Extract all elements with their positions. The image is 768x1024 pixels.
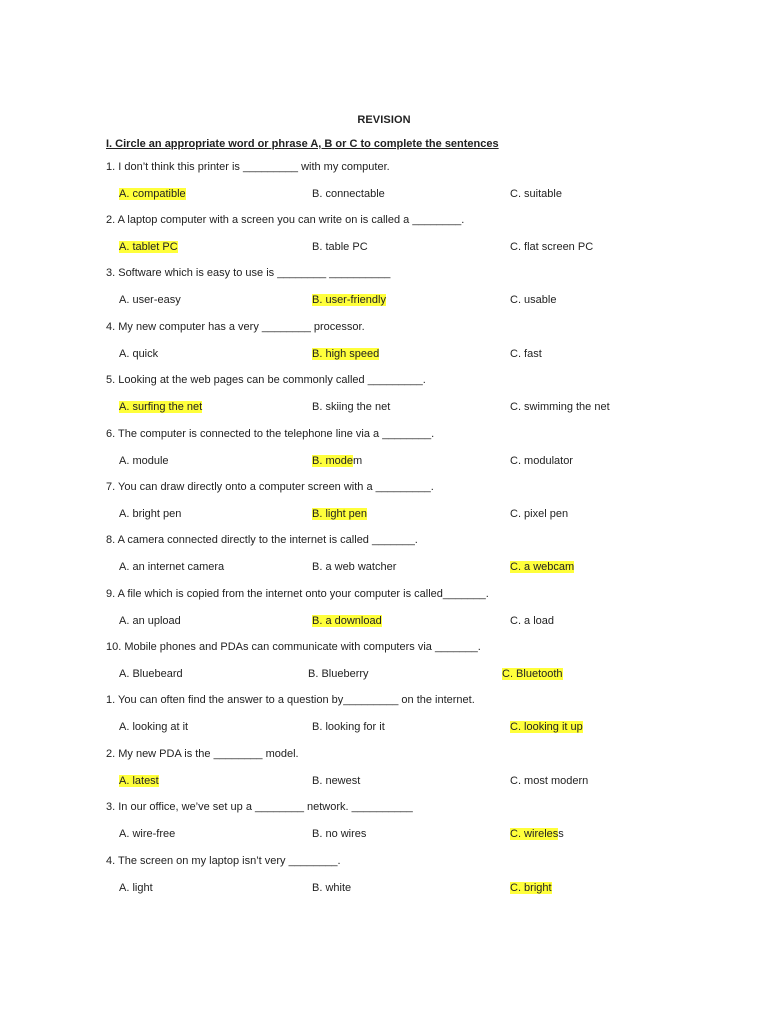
answer-option[interactable]	[510, 615, 554, 627]
answer-text: A. an internet camera	[119, 561, 225, 573]
answer-text: m	[352, 455, 363, 467]
question-text: 6. The computer is connected to the telephone line via a ________.	[106, 428, 435, 440]
question-text: 7. You can draw directly onto a computer screen with a _________.	[106, 481, 434, 493]
highlighted-answer-text: C. looking it up	[510, 721, 583, 733]
answer-text: C. suitable	[510, 188, 562, 200]
answer-option[interactable]	[119, 508, 181, 520]
answer-text: C. swimming the net	[510, 401, 610, 413]
answer-option[interactable]	[312, 882, 351, 894]
answer-text: A. looking at it	[119, 721, 189, 733]
answer-option[interactable]	[312, 615, 382, 627]
answer-option[interactable]	[510, 882, 552, 894]
answer-option[interactable]	[119, 615, 181, 627]
answer-option[interactable]	[510, 775, 588, 787]
answer-option[interactable]	[119, 188, 186, 200]
highlighted-answer-text: C. a webcam	[510, 561, 575, 573]
answer-text: B. white	[312, 882, 352, 894]
answer-text: B. no wires	[312, 828, 367, 840]
highlighted-answer-text: A. compatible	[119, 188, 186, 200]
answer-option[interactable]	[119, 348, 158, 360]
highlighted-answer-text: C. Bluetooth	[502, 668, 563, 680]
answer-text: A. user-easy	[119, 294, 181, 306]
answer-option[interactable]	[510, 721, 583, 733]
answer-text: B. table PC	[312, 241, 368, 253]
answer-text: B. skiing the net	[312, 401, 391, 413]
answer-text: A. module	[119, 455, 169, 467]
answer-text: C. fast	[510, 348, 542, 360]
answer-text: C. modulator	[510, 455, 573, 467]
answer-option[interactable]	[119, 561, 224, 573]
answer-text: A. bright pen	[119, 508, 182, 520]
answer-option[interactable]	[312, 241, 368, 253]
answer-option[interactable]	[510, 188, 562, 200]
highlighted-answer-text: B. user-friendly	[312, 294, 386, 306]
answer-option[interactable]	[510, 401, 610, 413]
question-text: 2. A laptop computer with a screen you can write on is called a ________.	[106, 214, 465, 226]
highlighted-answer-text: B. a download	[312, 615, 382, 627]
answer-option[interactable]	[119, 721, 188, 733]
answer-option[interactable]	[312, 348, 379, 360]
answer-option[interactable]	[119, 401, 202, 413]
answer-option[interactable]	[119, 775, 159, 787]
answer-text: C. a load	[510, 615, 555, 627]
question-text: 4. My new computer has a very ________ processor.	[106, 321, 365, 333]
answer-option[interactable]	[312, 828, 366, 840]
question-text: 8. A camera connected directly to the internet is called _______.	[106, 534, 418, 546]
answer-text: s	[558, 828, 564, 840]
answer-text: B. looking for it	[312, 721, 385, 733]
answer-text: A. quick	[119, 348, 159, 360]
document-title: REVISION	[357, 114, 411, 126]
answer-option[interactable]	[510, 294, 556, 306]
answer-text: A. Bluebeard	[119, 668, 183, 680]
answer-option[interactable]	[510, 508, 568, 520]
answer-text: C. pixel pen	[510, 508, 569, 520]
answer-option[interactable]	[312, 294, 386, 306]
question-text: 10. Mobile phones and PDAs can communicate with computers via _______.	[106, 641, 481, 653]
question-text: 2. My new PDA is the ________ model.	[106, 748, 299, 760]
highlighted-answer-text: A. tablet PC	[119, 241, 178, 253]
answer-option[interactable]	[510, 828, 564, 840]
answer-option[interactable]	[312, 775, 360, 787]
answer-text: A. an upload	[119, 615, 181, 627]
highlighted-answer-text: B. high speed	[312, 348, 380, 360]
question-text: 5. Looking at the web pages can be commonly called _________.	[106, 374, 426, 386]
answer-option[interactable]	[312, 455, 362, 467]
answer-option[interactable]	[119, 668, 183, 680]
question-text: 3. Software which is easy to use is ________ __________	[106, 267, 391, 279]
answer-option[interactable]	[119, 241, 178, 253]
answer-option[interactable]	[312, 561, 396, 573]
answer-option[interactable]	[312, 721, 385, 733]
highlighted-answer-text: B. light pen	[312, 508, 368, 520]
answer-option[interactable]	[119, 294, 181, 306]
answer-option[interactable]	[312, 401, 390, 413]
question-text: 1. I don’t think this printer is _________ with my computer.	[106, 161, 390, 173]
answer-text: B. Blueberry	[308, 668, 369, 680]
answer-option[interactable]	[502, 668, 563, 680]
answer-option[interactable]	[510, 241, 593, 253]
answer-option[interactable]	[119, 882, 153, 894]
highlighted-answer-text: A. latest	[119, 775, 159, 787]
answer-option[interactable]	[510, 455, 573, 467]
highlighted-answer-text: C. wireles	[510, 828, 559, 840]
question-text: 1. You can often find the answer to a question by_________ on the internet.	[106, 694, 475, 706]
answer-text: B. a web watcher	[312, 561, 397, 573]
answer-option[interactable]	[308, 668, 369, 680]
section-instruction: I. Circle an appropriate word or phrase A, B or C to complete the sentences	[106, 138, 499, 150]
question-text: 4. The screen on my laptop isn’t very ________.	[106, 855, 341, 867]
highlighted-answer-text: B. mode	[312, 455, 353, 467]
answer-text: A. light	[119, 882, 153, 894]
highlighted-answer-text: A. surfing the net	[119, 401, 203, 413]
answer-text: B. newest	[312, 775, 361, 787]
answer-option[interactable]	[119, 455, 169, 467]
highlighted-answer-text: C. bright	[510, 882, 552, 894]
answer-text: C. usable	[510, 294, 557, 306]
answer-option[interactable]	[510, 561, 574, 573]
answer-option[interactable]	[119, 828, 175, 840]
answer-text: A. wire-free	[119, 828, 176, 840]
question-text: 9. A file which is copied from the internet onto your computer is called_______.	[106, 588, 489, 600]
answer-option[interactable]	[312, 508, 367, 520]
answer-text: C. most modern	[510, 775, 589, 787]
answer-option[interactable]	[510, 348, 542, 360]
answer-text: C. flat screen PC	[510, 241, 594, 253]
answer-text: B. connectable	[312, 188, 385, 200]
question-text: 3. In our office, we’ve set up a ________ network. __________	[106, 801, 413, 813]
answer-option[interactable]	[312, 188, 385, 200]
